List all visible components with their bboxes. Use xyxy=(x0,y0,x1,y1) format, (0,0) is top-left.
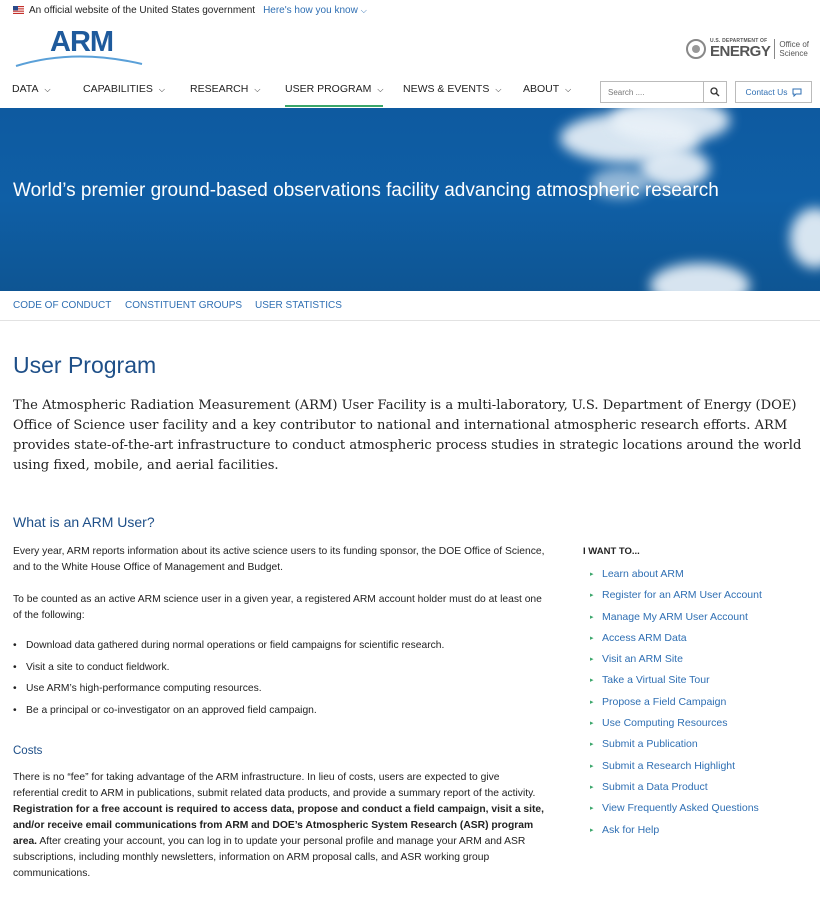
nav-item-capabilities[interactable] xyxy=(83,83,165,107)
sidebar-link-computing[interactable] xyxy=(590,717,762,738)
sidebar-link-publication[interactable] xyxy=(590,738,762,759)
list-item: • Be a principal or co-investigator on an approved field campaign. xyxy=(13,705,548,727)
arrow-right-icon: ▸ xyxy=(590,656,594,664)
arrow-right-icon: ▸ xyxy=(590,571,594,578)
sidebar-link-research-highlight[interactable] xyxy=(590,760,762,781)
doe-divider xyxy=(774,39,775,59)
us-flag-icon xyxy=(13,6,24,14)
arrow-right-icon: ▸ xyxy=(590,677,594,685)
sidebar-link-label: Visit an ARM Site xyxy=(602,653,683,666)
sidebar-link-virtual-tour[interactable] xyxy=(590,674,762,695)
sidebar-link-faq[interactable] xyxy=(590,802,762,823)
requirements-list xyxy=(13,640,548,726)
paragraph-requirements: To be counted as an active ARM science user in a given year, a registered ARM account holder must do at least one of the following: xyxy=(13,594,542,621)
subnav-code-of-conduct[interactable]: CODE OF CONDUCT xyxy=(13,300,112,311)
arrow-right-icon: ▸ xyxy=(590,805,594,813)
office-line-2: Science xyxy=(779,49,808,58)
nav-item-user-program[interactable] xyxy=(285,83,383,107)
sidebar-link-label: Manage My ARM User Account xyxy=(602,610,748,623)
list-item: • Visit a site to conduct fieldwork. xyxy=(13,662,548,684)
sidebar-link-label: Ask for Help xyxy=(602,823,660,836)
nav-label: ABOUT xyxy=(523,83,560,95)
search-button[interactable] xyxy=(704,81,727,103)
nav-label: RESEARCH xyxy=(190,83,249,95)
intro-paragraph: The Atmospheric Radiation Measurement (ARM) User Facility is a multi-laboratory, U.S. Department of Energy (DOE) Office of Science user facility and a key contributor to national and international atmospheric research efforts. ARM provides state-of-the-art infrastructure to conduct atmospheric process studies in strategic locations around the world using fixed, mobile, and aerial facilities. xyxy=(13,398,802,473)
sidebar-link-visit-site[interactable] xyxy=(590,653,762,674)
section-title-costs: Costs xyxy=(13,745,43,757)
costs-paragraph xyxy=(13,770,548,882)
hero-title: World’s premier ground-based observations facility advancing atmospheric research xyxy=(13,180,719,201)
chevron-down-icon: ⌵ xyxy=(565,85,572,94)
chevron-down-icon: ⌵ xyxy=(254,85,261,94)
sidebar-link-access-data[interactable] xyxy=(590,632,762,653)
sidebar-link-label: Learn about ARM xyxy=(602,568,684,580)
cloud-shape xyxy=(790,208,820,268)
gov-banner xyxy=(0,0,820,20)
chevron-down-icon: ⌵ xyxy=(377,85,384,94)
sidebar-link-manage-account[interactable] xyxy=(590,611,762,632)
contact-us-button[interactable] xyxy=(735,81,812,103)
sidebar-link-data-product[interactable] xyxy=(590,781,762,802)
contact-us-label: Contact Us xyxy=(745,87,788,97)
page-title: User Program xyxy=(13,352,157,378)
arrow-right-icon: ▸ xyxy=(590,783,594,791)
doe-small-text: U.S. DEPARTMENT OF xyxy=(710,38,768,44)
arrow-right-icon: ▸ xyxy=(590,762,594,770)
chevron-down-icon: ⌵ xyxy=(44,85,51,94)
office-line-1: Office of xyxy=(779,39,810,49)
arm-logo-swoosh-icon xyxy=(14,26,144,72)
sidebar-link-label: Take a Virtual Site Tour xyxy=(602,674,710,687)
cloud-shape xyxy=(650,263,750,291)
arrow-right-icon: ▸ xyxy=(590,720,594,728)
nav-label: NEWS & EVENTS xyxy=(403,83,490,95)
sidebar-link-label: Submit a Data Product xyxy=(602,780,708,793)
list-item: • Download data gathered during normal operations or field campaigns for scientific research. xyxy=(13,640,548,662)
nav-item-news-events[interactable] xyxy=(403,83,501,107)
heres-how-you-know-link[interactable] xyxy=(263,5,367,16)
sidebar-heading: I WANT TO... xyxy=(583,546,640,557)
chevron-down-icon: ⌵ xyxy=(360,5,367,15)
arrow-right-icon: ▸ xyxy=(590,613,594,621)
sidebar-link-label: Submit a Research Highlight xyxy=(602,759,736,772)
section-title-what-is-arm-user: What is an ARM User? xyxy=(13,514,155,530)
arrow-right-icon: ▸ xyxy=(590,741,594,749)
paragraph-reporting: Every year, ARM reports information about its active science users to its funding sponsor, the DOE Office of Science, and to the White House Office of Management and Budget. xyxy=(13,546,545,573)
search-icon xyxy=(710,87,720,97)
hero-banner xyxy=(0,108,820,291)
search-input[interactable]: Search .... xyxy=(600,81,704,103)
sub-nav xyxy=(0,291,820,321)
nav-label: USER PROGRAM xyxy=(285,83,372,95)
doe-wordmark xyxy=(710,39,770,59)
sidebar-link-learn-about-arm[interactable] xyxy=(590,568,762,589)
chat-bubble-icon xyxy=(792,88,802,97)
nav-label: DATA xyxy=(12,83,39,95)
subnav-user-statistics[interactable]: USER STATISTICS xyxy=(255,300,342,311)
doe-big-text: ENERGY xyxy=(710,43,771,60)
sidebar-link-register[interactable] xyxy=(590,589,762,610)
costs-text-bold: Registration for a free account is required to access data, propose and conduct a field campaign, visit a site, and/or receive email communications from ARM and DOE’s Atmospheric System Research (ASR) program area. xyxy=(13,804,545,847)
sidebar-link-propose-campaign[interactable] xyxy=(590,696,762,717)
sidebar-link-label: Submit a Publication xyxy=(602,738,698,751)
sidebar-link-label: View Frequently Asked Questions xyxy=(602,802,759,815)
sidebar-link-label: Register for an ARM User Account xyxy=(602,589,762,602)
sidebar-link-help[interactable] xyxy=(590,824,762,845)
arrow-right-icon: ▸ xyxy=(590,592,594,600)
nav-item-research[interactable] xyxy=(190,83,260,107)
office-of-science-text xyxy=(779,40,809,58)
subnav-constituent-groups[interactable]: CONSTITUENT GROUPS xyxy=(125,300,243,311)
nav-item-about[interactable] xyxy=(523,83,571,107)
sidebar-link-label: Use Computing Resources xyxy=(602,717,728,730)
arm-logo-text: ARM xyxy=(50,26,114,58)
arrow-right-icon: ▸ xyxy=(590,826,594,834)
list-item: • Use ARM’s high-performance computing resources. xyxy=(13,683,548,705)
chevron-down-icon: ⌵ xyxy=(495,85,502,94)
arrow-right-icon: ▸ xyxy=(590,634,594,642)
heres-how-you-know-label: Here's how you know xyxy=(263,4,358,16)
arrow-right-icon: ▸ xyxy=(590,698,594,706)
gov-banner-text: An official website of the United States government xyxy=(29,4,256,16)
chevron-down-icon: ⌵ xyxy=(158,85,165,94)
sidebar-link-label: Access ARM Data xyxy=(602,631,687,644)
nav-label: CAPABILITIES xyxy=(83,83,153,95)
arm-logo[interactable] xyxy=(14,26,144,72)
costs-text-part-1: There is no “fee” for taking advantage of the ARM infrastructure. In lieu of costs, users are expected to give referential credit to ARM in publications, submit related data products, and provide a summary report of the activity. xyxy=(13,772,536,799)
sidebar-links xyxy=(590,568,762,845)
nav-item-data[interactable] xyxy=(12,83,51,107)
doe-seal-icon xyxy=(686,39,706,59)
sidebar-link-label: Propose a Field Campaign xyxy=(602,695,727,708)
doe-office-of-science-logo[interactable] xyxy=(686,38,816,60)
costs-text-part-2: After creating your account, you can log in to update your personal profile and manage your ARM and ASR subscriptions, including monthly newsletters, information on ARM proposal calls, and ASR working group communications. xyxy=(13,836,526,879)
